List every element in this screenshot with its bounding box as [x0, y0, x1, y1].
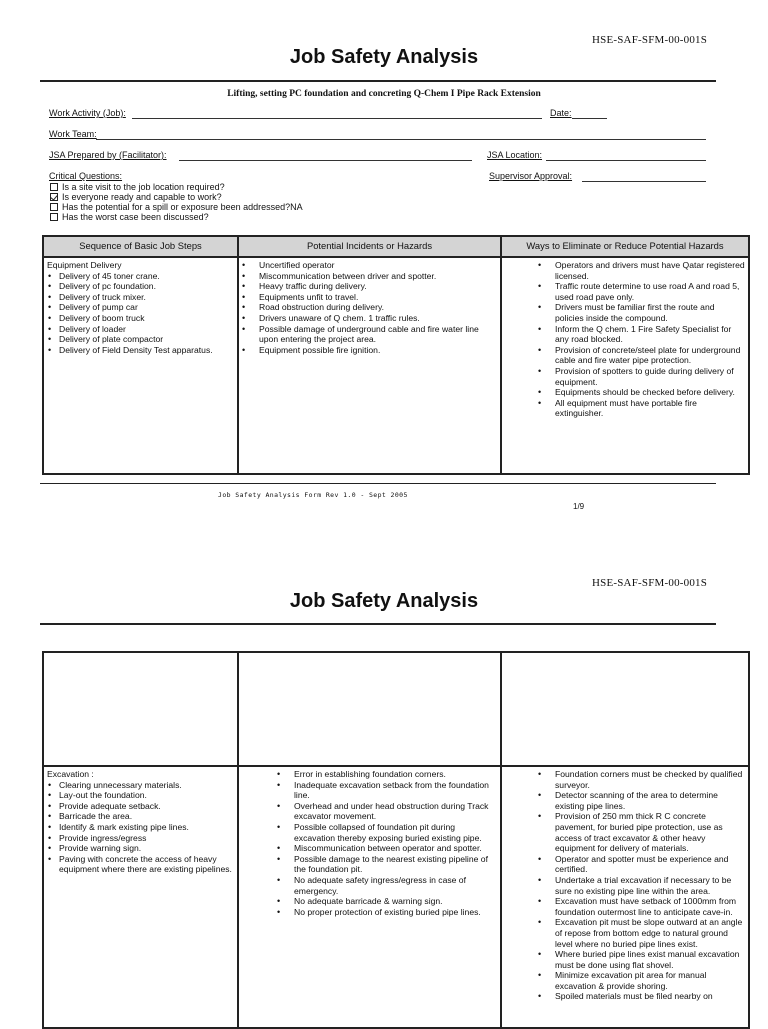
- question-checkbox-checked[interactable]: [50, 193, 58, 201]
- question-row: Has the potential for a spill or exposure been addressed?NA: [50, 202, 303, 212]
- question-checkbox[interactable]: [50, 183, 58, 191]
- list-item: • Delivery of pc foundation.: [59, 281, 234, 292]
- location-label: JSA Location:: [487, 150, 543, 160]
- page-title: Job Safety Analysis: [289, 46, 479, 68]
- list-item: • No adequate barricade & warning sign.: [294, 896, 497, 907]
- page-number: 1/9: [573, 502, 585, 511]
- date-label: Date:: [550, 108, 572, 118]
- page-title: Job Safety Analysis: [289, 590, 479, 612]
- list-item: • Delivery of pump car: [59, 302, 234, 313]
- list-item: • Provide ingress/egress: [59, 833, 234, 844]
- jsa-table-page1: [42, 235, 750, 475]
- list-item: • Lay-out the foundation.: [59, 790, 234, 801]
- list-item: • Minimize excavation pit area for manual excavation & provide shoring.: [555, 970, 745, 991]
- question-row: Is everyone ready and capable to work?: [50, 192, 303, 202]
- job-step-title: Equipment Delivery: [47, 260, 122, 270]
- list-item: • Uncertified operator: [259, 260, 497, 271]
- controls-cell: [501, 257, 749, 474]
- work-activity-field[interactable]: [132, 118, 542, 119]
- document-number: HSE-SAF-SFM-00-001S: [592, 577, 708, 589]
- location-field[interactable]: [546, 160, 706, 161]
- list-item: • Detector scanning of the area to determine existing pipe lines.: [555, 790, 745, 811]
- list-item: • Delivery of truck mixer.: [59, 292, 234, 303]
- list-item: • Drivers unaware of Q chem. 1 traffic rules.: [259, 313, 497, 324]
- work-team-field[interactable]: [96, 139, 706, 140]
- controls-cell: [501, 766, 749, 1028]
- list-item: • Clearing unnecessary materials.: [59, 780, 234, 791]
- list-item: • Miscommunication between operator and spotter.: [294, 843, 497, 854]
- list-item: • Heavy traffic during delivery.: [259, 281, 497, 292]
- critical-questions-list: [50, 182, 303, 222]
- supervisor-approval-field[interactable]: [582, 181, 706, 182]
- work-team-label: Work Team:: [49, 129, 97, 139]
- hazards-list: [242, 769, 497, 917]
- prepared-by-field[interactable]: [179, 160, 472, 161]
- list-item: • No proper protection of existing buried pipe lines.: [294, 907, 497, 918]
- list-item: • Undertake a trial excavation if necessary to be sure no existing pipe line within the area.: [555, 875, 745, 896]
- column-header-hazards: Potential Incidents or Hazards: [238, 236, 501, 257]
- list-item: • No adequate safety ingress/egress in case of emergency.: [294, 875, 497, 896]
- list-item: • Delivery of boom truck: [59, 313, 234, 324]
- list-item: • Overhead and under head obstruction during Track excavator movement.: [294, 801, 497, 822]
- supervisor-approval-label: Supervisor Approval:: [489, 171, 573, 181]
- list-item: • Possible damage of underground cable and fire water line upon entering the project area.: [259, 324, 497, 345]
- question-row: Is a site visit to the job location required?: [50, 182, 303, 192]
- list-item: • Equipments should be checked before delivery.: [555, 387, 745, 398]
- list-item: • Where buried pipe lines exist manual excavation must be done using flat shovel.: [555, 949, 745, 970]
- list-item: • Operators and drivers must have Qatar registered licensed.: [555, 260, 745, 281]
- list-item: • Excavation pit must be slope outward at an angle of repose from bottom edge to natural ground level where no buried pipe lines exist.: [555, 917, 745, 949]
- hazards-list: [242, 260, 497, 355]
- list-item: • Traffic route determine to use road A and road 5, used road pave only.: [555, 281, 745, 302]
- list-item: • Barricade the area.: [59, 811, 234, 822]
- list-item: • Equipments unfit to travel.: [259, 292, 497, 303]
- controls-list: [505, 769, 745, 1002]
- list-item: • Provision of spotters to guide during delivery of equipment.: [555, 366, 745, 387]
- list-item: • Possible damage to the nearest existing pipeline of the foundation pit.: [294, 854, 497, 875]
- title-divider: [40, 623, 716, 625]
- job-steps-cell: [43, 766, 238, 1028]
- list-item: • Delivery of Field Density Test apparatus.: [59, 345, 234, 356]
- question-row: Has the worst case been discussed?: [50, 212, 303, 222]
- date-field[interactable]: [572, 118, 607, 119]
- empty-cell: [501, 652, 749, 766]
- list-item: • Provision of 250 mm thick R C concrete pavement, for buried pipe protection, use as access of tract excavator & other heavy equipment for delivery of materials.: [555, 811, 745, 853]
- list-item: • Provide adequate setback.: [59, 801, 234, 812]
- footer-divider: [40, 483, 716, 484]
- jsa-table-page2: [42, 651, 750, 1029]
- document-number: HSE-SAF-SFM-00-001S: [592, 34, 708, 46]
- list-item: • Spoiled materials must be filed nearby on: [555, 991, 745, 1002]
- list-item: • Delivery of plate compactor: [59, 334, 234, 345]
- empty-cell: [43, 652, 238, 766]
- empty-cell: [238, 652, 501, 766]
- list-item: • Foundation corners must be checked by qualified surveyor.: [555, 769, 745, 790]
- list-item: • Inadequate excavation setback from the foundation line.: [294, 780, 497, 801]
- question-checkbox[interactable]: [50, 203, 58, 211]
- hazards-cell: [238, 766, 501, 1028]
- hazards-cell: [238, 257, 501, 474]
- list-item: • Miscommunication between driver and spotter.: [259, 271, 497, 282]
- list-item: • Inform the Q chem. 1 Fire Safety Specialist for any road blocked.: [555, 324, 745, 345]
- list-item: • Road obstruction during delivery.: [259, 302, 497, 313]
- list-item: • Identify & mark existing pipe lines.: [59, 822, 234, 833]
- list-item: • Error in establishing foundation corners.: [294, 769, 497, 780]
- list-item: • All equipment must have portable fire extinguisher.: [555, 398, 745, 419]
- controls-list: [505, 260, 745, 419]
- list-item: • Drivers must be familiar first the route and policies inside the compound.: [555, 302, 745, 323]
- list-item: • Possible collapsed of foundation pit during excavation thereby exposing buried existing pipe.: [294, 822, 497, 843]
- list-item: • Provision of concrete/steel plate for underground cable and fire water pipe protection.: [555, 345, 745, 366]
- prepared-by-label: JSA Prepared by (Facilitator):: [49, 150, 167, 160]
- list-item: • Excavation must have setback of 1000mm from foundation outermost line to anticipate cave-in.: [555, 896, 745, 917]
- title-divider: [40, 80, 716, 82]
- job-step-title: Excavation :: [47, 769, 94, 779]
- column-header-controls: Ways to Eliminate or Reduce Potential Hazards: [501, 236, 749, 257]
- list-item: • Operator and spotter must be experience and certified.: [555, 854, 745, 875]
- form-footer: Job Safety Analysis Form Rev 1.0 - Sept 2005: [218, 491, 408, 499]
- question-checkbox[interactable]: [50, 213, 58, 221]
- work-activity-label: Work Activity (Job):: [49, 108, 126, 118]
- list-item: • Provide warning sign.: [59, 843, 234, 854]
- list-item: • Delivery of loader: [59, 324, 234, 335]
- critical-questions-label: Critical Questions:: [49, 171, 123, 181]
- list-item: • Paving with concrete the access of heavy equipment where there are existing pipelines.: [59, 854, 234, 875]
- project-title: Lifting, setting PC foundation and concreting Q-Chem I Pipe Rack Extension: [227, 89, 541, 99]
- list-item: • Delivery of 45 toner crane.: [59, 271, 234, 282]
- job-steps-list: [47, 271, 234, 356]
- column-header-steps: Sequence of Basic Job Steps: [43, 236, 238, 257]
- job-steps-cell: [43, 257, 238, 474]
- list-item: • Equipment possible fire ignition.: [259, 345, 497, 356]
- job-steps-list: [47, 780, 234, 875]
